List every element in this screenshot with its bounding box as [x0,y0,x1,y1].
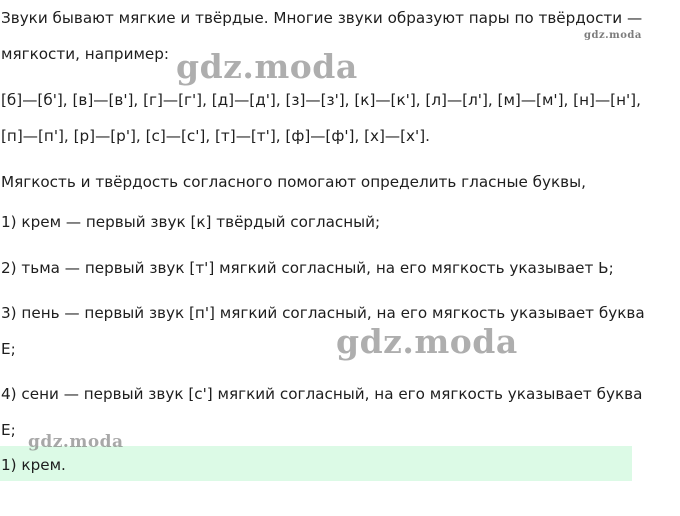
watermark-middle-big: gdz.moda [336,322,518,361]
watermark-bottom-small: gdz.moda [28,432,124,452]
watermark-top-big: gdz.moda [176,47,358,86]
text-line-item-1: 1) крем — первый звук [к] твёрдый согласный; [1,213,381,231]
text-line-item-3-end: Е; [1,340,16,358]
watermark-top-small: gdz.moda [584,30,642,41]
text-line-item-3: 3) пень — первый звук [п'] мягкий согласный, на его мягкость указывает буква [1,304,645,322]
text-line-item-2: 2) тьма — первый звук [т'] мягкий согласный, на его мягкость указывает Ь; [1,259,614,277]
text-line-intro: Звуки бывают мягкие и твёрдые. Многие звуки образуют пары по твёрдости — [1,9,643,27]
text-line-pairs-1: [б]—[б'], [в]—[в'], [г]—[г'], [д]—[д'], [з]—[з'], [к]—[к'], [л]—[л'], [м]—[м'], [н]—[н'], [1,91,641,109]
text-line-item-4-end: Е; [1,421,16,439]
text-line-item-4: 4) сени — первый звук [с'] мягкий согласный, на его мягкость указывает буква [1,385,643,403]
text-line-example: мягкости, например: [1,45,169,63]
text-line-pairs-2: [п]—[п'], [р]—[р'], [с]—[с'], [т]—[т'], [ф]—[ф'], [х]—[х']. [1,127,430,145]
text-line-rule: Мягкость и твёрдость согласного помогают определить гласные буквы, [1,173,586,191]
answer-text: 1) крем. [1,456,66,474]
